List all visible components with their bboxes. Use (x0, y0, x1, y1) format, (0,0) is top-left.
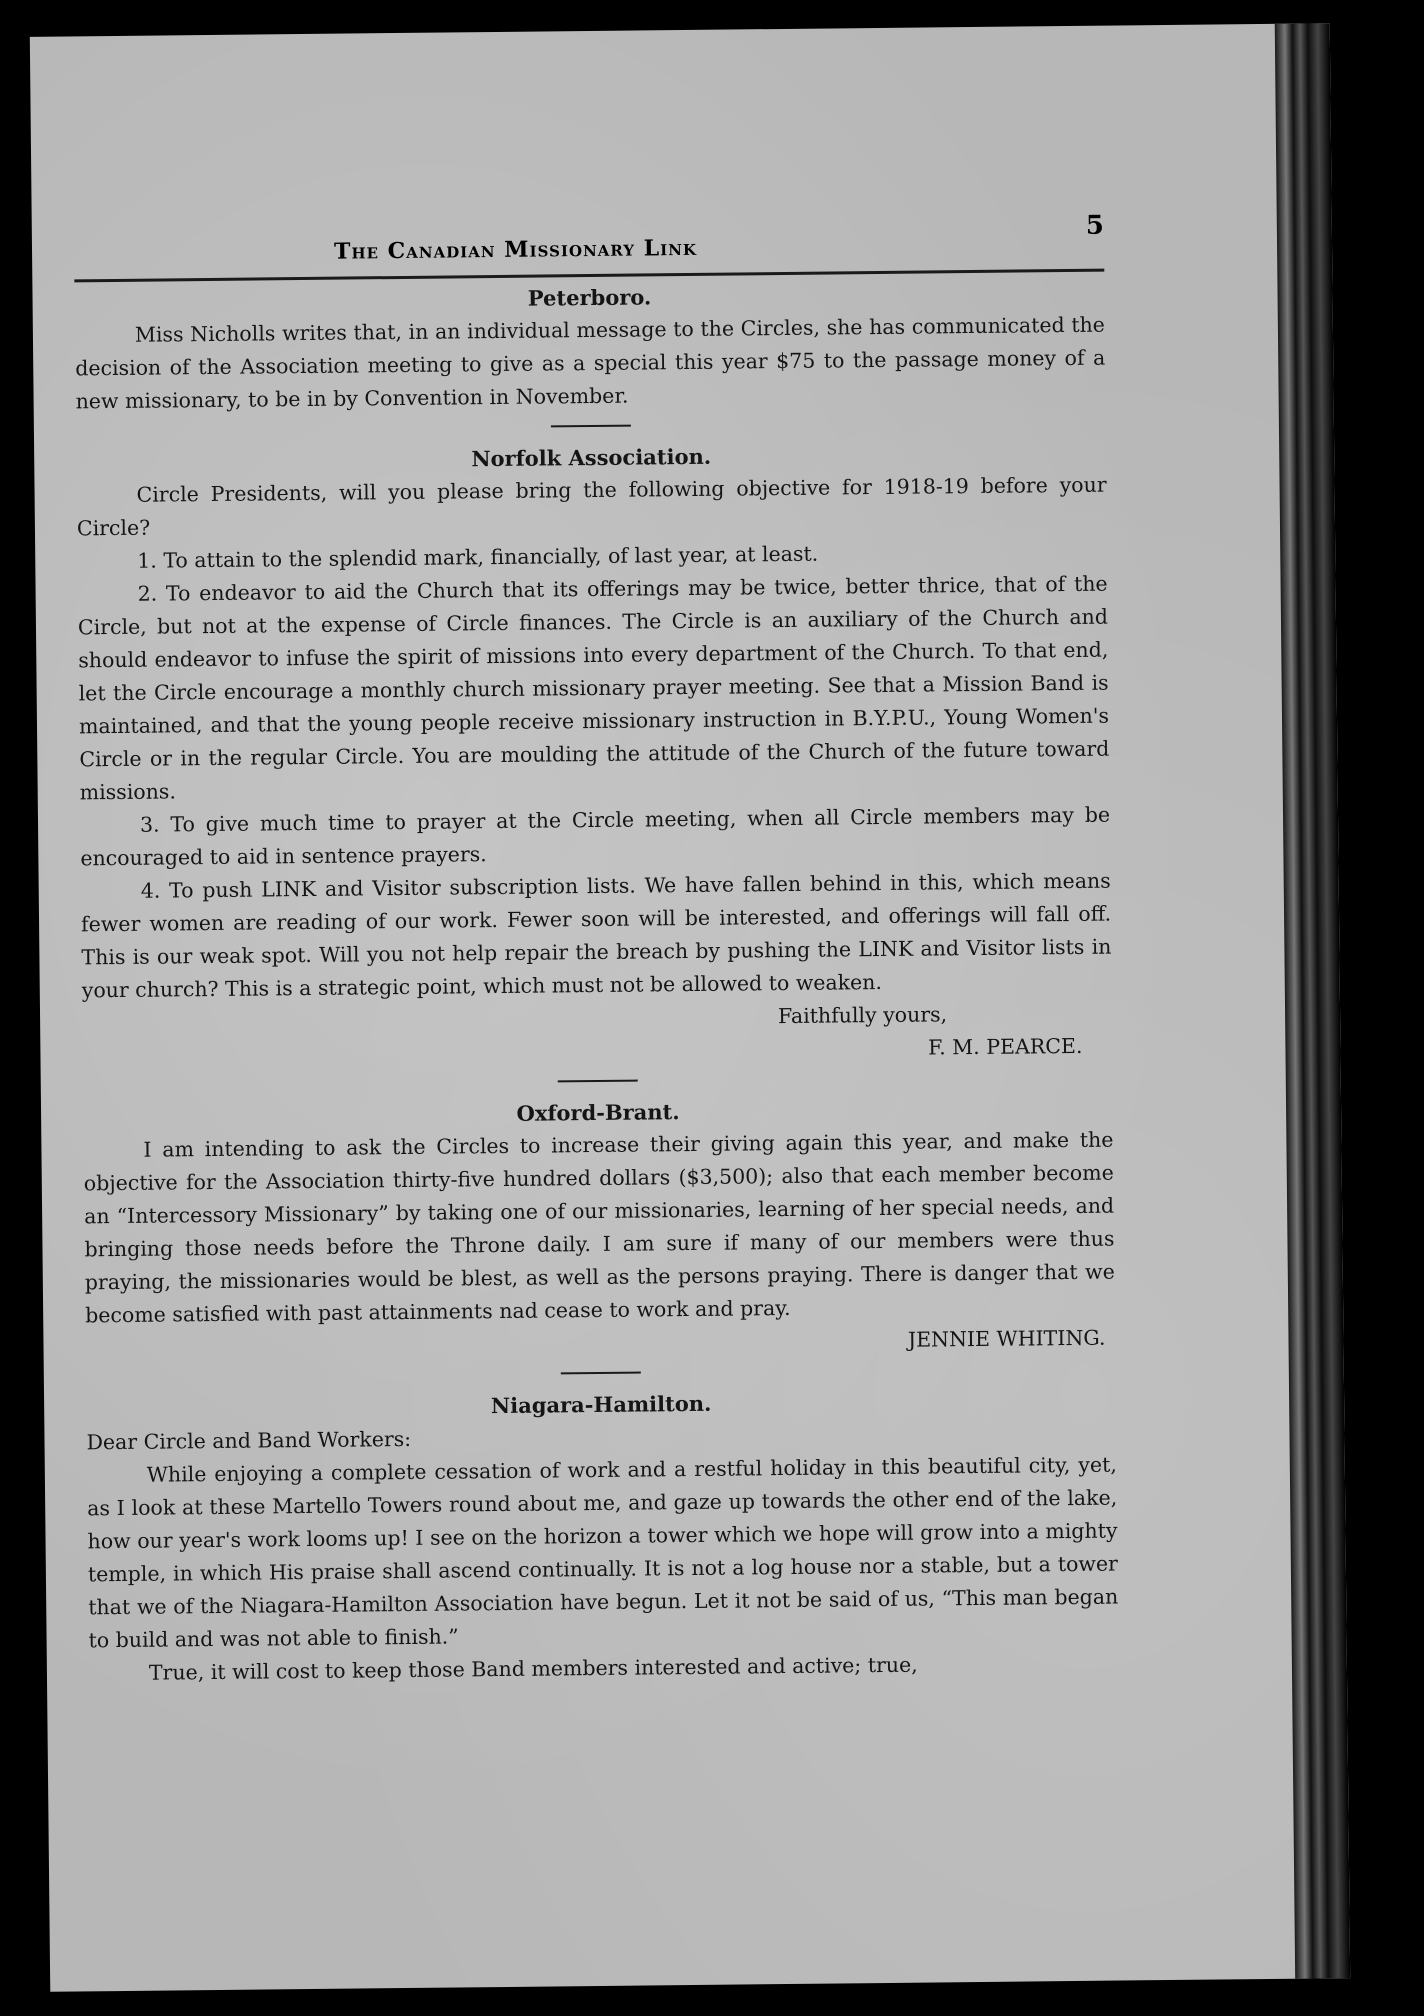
section-peterboro (74, 276, 1105, 419)
closing-text: Faithfully yours, (777, 1002, 948, 1029)
section-heading: Niagara-Hamilton. (490, 1390, 712, 1419)
section-heading: Oxford-Brant. (516, 1099, 680, 1126)
journal-title: The Canadian Missionary Link (333, 234, 698, 265)
section-heading: Peterboro. (527, 284, 652, 311)
list-item: 3. To give much time to prayer at the Circle meeting, when all Circle members may be encouraged to aid in sentence prayers. (80, 802, 1111, 871)
section-body: Miss Nicholls writes that, in an individual message to the Circles, she has communicated the decision of the Association meeting to give as a special this year $75 to the passage money of a new missionary, to be in by Convention in November. (75, 312, 1106, 414)
section-body: While enjoying a complete cessation of work and a restful holiday in this beautiful city, yet, as I look at these Martello Towers round about me, and gaze up towards the other end of the lake, how our year's work looms up! I see on the horizon a tower which we hope will grow into a mighty temple, in which His praise shall ascend continually. It is not a log house nor a stable, but a tower that we of the Niagara-Hamilton Association have begun. Let it not be said of us, “This man began to build and was not able to finish.” (87, 1452, 1119, 1653)
running-head (74, 201, 1105, 282)
list-item: 4. To push LINK and Visitor subscription lists. We have fallen behind in this, which means fewer women are reading of our work. Fewer soon will be interested, and offerings will fall off. This is our weak spot. Will you not help repair the breach by pushing the LINK and Visitor lists in your church? This is a strategic point, which must not be allowed to weaken. (80, 868, 1112, 1003)
section-body: True, it will cost to keep those Band members interested and active; true, (148, 1652, 918, 1685)
section-oxford (83, 1091, 1116, 1366)
section-heading: Norfolk Association. (471, 443, 712, 472)
signature: F. M. PEARCE. (928, 1033, 1083, 1060)
signature: JENNIE WHITING. (907, 1325, 1106, 1352)
section-divider (558, 1080, 638, 1083)
list-item: 1. To attain to the splendid mark, financially, of last year, at least. (137, 541, 819, 573)
section-body: I am intending to ask the Circles to increase their giving again this year, and make the objective for the Association thirty-five hundred dollars ($3,500); also that each member become an “Intercessory Missionary” by taking one of our missionaries, learning of her special needs, and bringing those needs before the Throne daily. I am sure if many of our members were thus praying, the missionaries would be blest, as well as the persons praying. There is danger that we become satisfied with past attainments nad cease to work and pray. (83, 1127, 1115, 1328)
scanned-page (30, 23, 1350, 1992)
salutation: Dear Circle and Band Workers: (86, 1426, 412, 1455)
section-niagara (86, 1383, 1119, 1691)
section-divider (551, 425, 631, 428)
list-item: 2. To endeavor to aid the Church that its offerings may be twice, better thrice, that of the Circle, but not at the expense of Circle finances. The Circle is an auxiliary of the Church and should endeavor to infuse the spirit of missions into every department of the Church. To that end, let the Circle encourage a monthly church missionary prayer meeting. See that a Mission Band is maintained, and that the young people receive missionary instruction in B.Y.P.U., Young Women's Circle or in the regular Circle. You are moulding the attitude of the Church of the future toward missions. (77, 571, 1110, 805)
book-spine-edge (1275, 23, 1350, 1978)
section-intro: Circle Presidents, will you please bring the following objective for 1918-19 before your Circle? (76, 472, 1107, 541)
page-number: 5 (1085, 210, 1104, 241)
section-norfolk (76, 436, 1113, 1074)
section-divider (561, 1372, 641, 1375)
page-content (74, 276, 1119, 1691)
